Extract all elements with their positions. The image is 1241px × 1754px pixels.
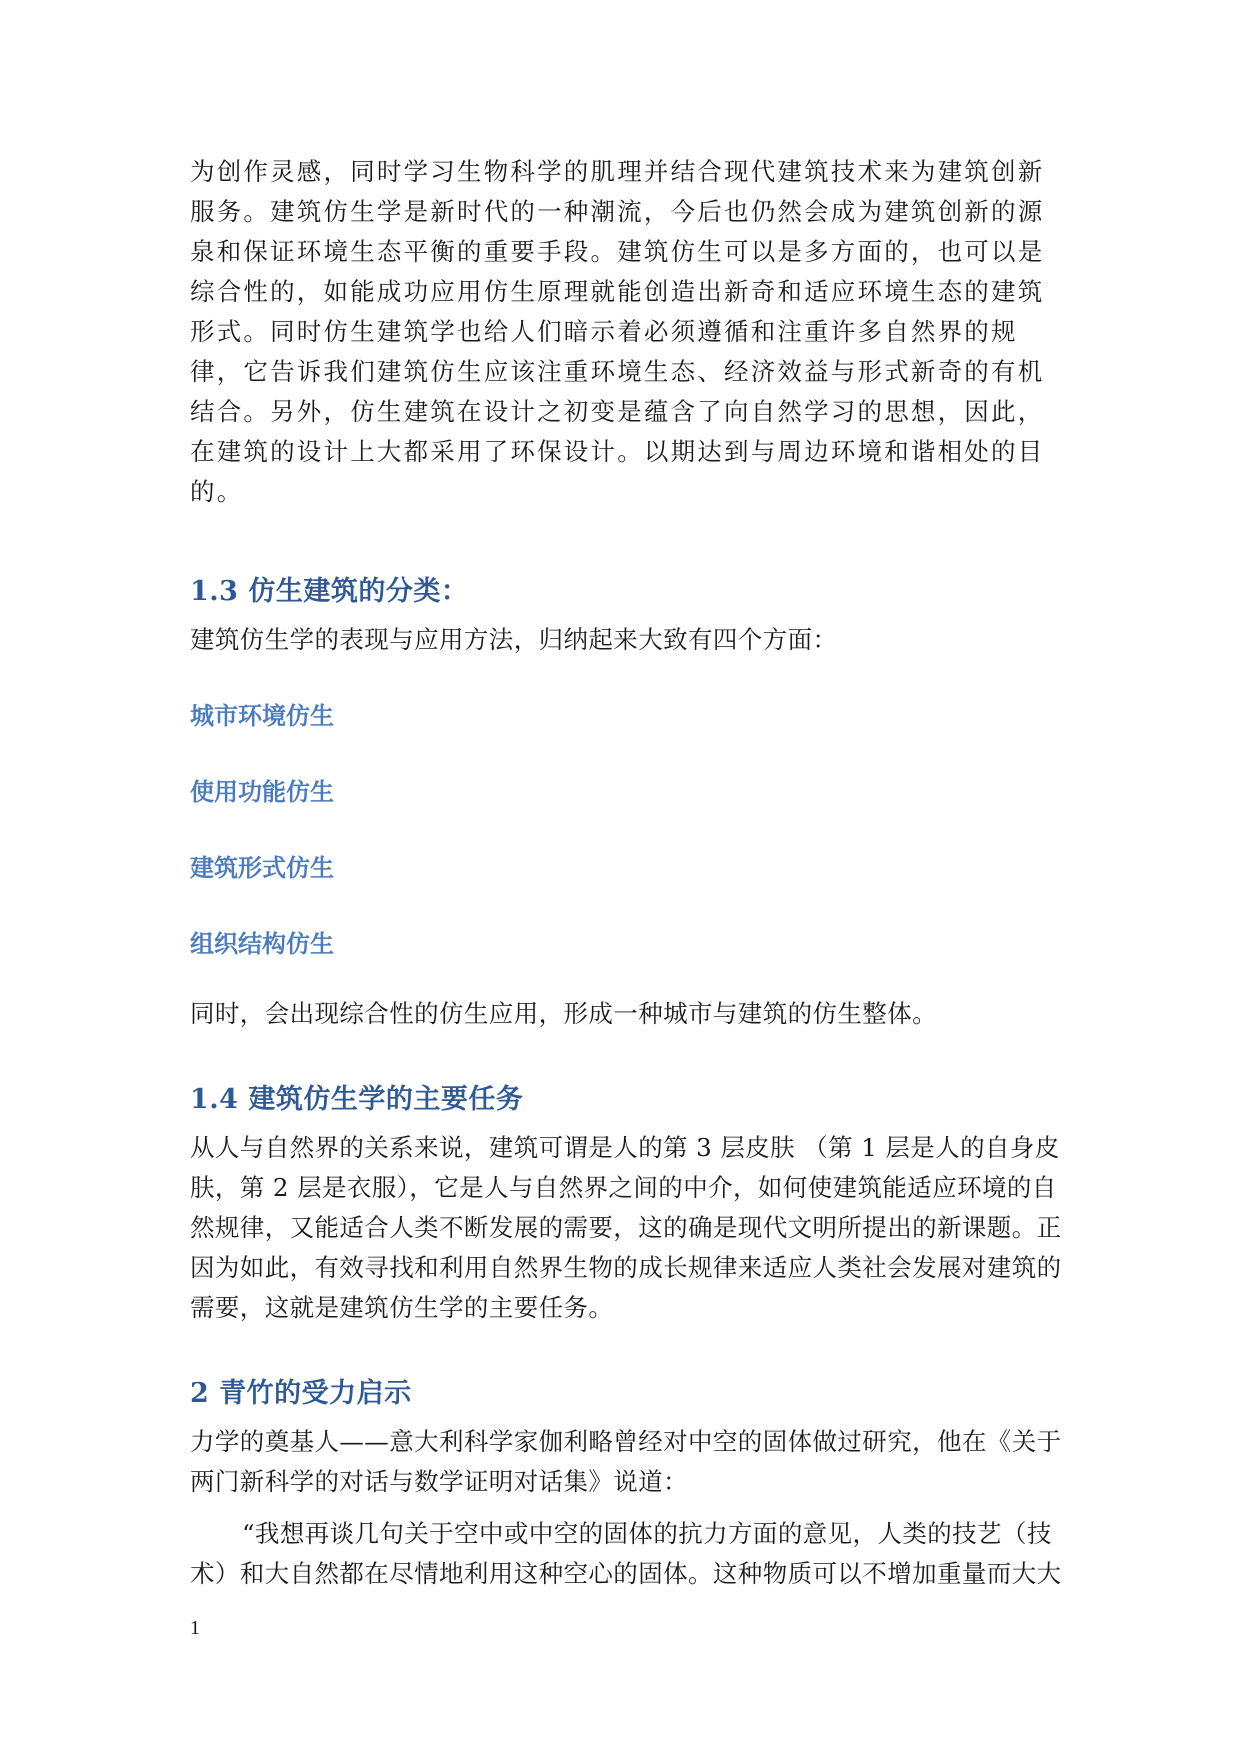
subsection-organizational-structure: 组织结构仿生 — [190, 930, 334, 958]
section-1-3-closing: 同时，会出现综合性的仿生应用，形成一种城市与建筑的仿生整体。 — [190, 999, 937, 1028]
section-1-3-heading: 1.3 仿生建筑的分类： — [190, 576, 469, 607]
page-content — [190, 152, 1062, 1594]
section-2-heading: 2 青竹的受力启示 — [190, 1378, 412, 1409]
intro-paragraph: 为创作灵感，同时学习生物科学的肌理并结合现代建筑技术来为建筑创新服务。建筑仿生学是新时代的一种潮流，今后也仍然会成为建筑创新的源泉和保证环境生态平衡的重要手段。建筑仿生可以是多方面的，也可以是综合性的，如能成功应用仿生原理就能创造出新奇和适应环境生态的建筑形式。同时仿生建筑学也给人们暗示着必须遵循和注重许多自然界的规律，它告诉我们建筑仿生应该注重环境生态、经济效益与形式新奇的有机结合。另外，仿生建筑在设计之初变是蕴含了向自然学习的思想，因此，在建筑的设计上大都采用了环保设计。以期达到与周边环境和谐相处的目的。 — [190, 157, 1045, 506]
section-2-body: 力学的奠基人——意大利科学家伽利略曾经对中空的固体做过研究，他在《关于两门新科学的对话与数学证明对话集》说道： — [190, 1427, 1062, 1496]
subsection-use-function: 使用功能仿生 — [190, 778, 334, 806]
subsection-architectural-form: 建筑形式仿生 — [190, 854, 334, 882]
section-1-3-intro: 建筑仿生学的表现与应用方法，归纳起来大致有四个方面： — [190, 625, 838, 654]
page-number: 1 — [190, 1617, 200, 1639]
section-1-4-heading: 1.4 建筑仿生学的主要任务 — [190, 1084, 524, 1115]
section-1-4-body: 从人与自然界的关系来说，建筑可谓是人的第 3 层皮肤 （第 1 层是人的自身皮肤，第 2 层是衣服），它是人与自然界之间的中介，如何使建筑能适应环境的自然规律，又能适合人类不断发展的需要，这的确是现代文明所提出的新课题。正因为如此，有效寻找和利用自然界生物的成长规律来适应人类社会发展对建筑的需要，这就是建筑仿生学的主要任务。 — [190, 1133, 1062, 1322]
galileo-quote: “我想再谈几句关于空中或中空的固体的抗力方面的意见，人类的技艺（技术）和大自然都在尽情地利用这种空心的固体。这种物质可以不增加重量而大大 — [190, 1519, 1062, 1588]
subsection-urban-environment: 城市环境仿生 — [190, 702, 334, 730]
